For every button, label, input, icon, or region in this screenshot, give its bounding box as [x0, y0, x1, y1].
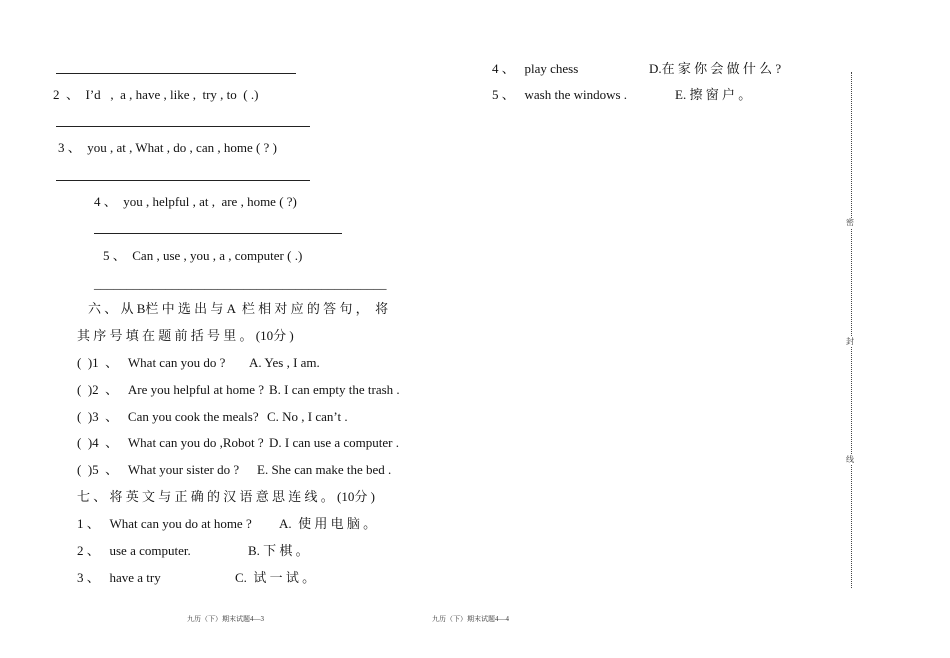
answer-line-2 — [56, 126, 310, 127]
question-5: 5 、 Can , use , you , a , computer ( .) — [103, 248, 303, 263]
question-4: 4 、 you , helpful , at , are , home ( ?) — [94, 194, 297, 209]
answer-line-5: _____________________________________________ — [94, 276, 387, 291]
section-6-question-5: ( )5 、 What your sister do ? — [77, 462, 240, 477]
section-6-title-line-2: 其 序 号 填 在 题 前 括 号 里 。 (10分 ) — [77, 328, 294, 343]
binding-label-mi: 密 — [846, 218, 854, 227]
page-footer-right: 九历（下）期末试题4—4 — [432, 615, 509, 623]
section-7-chinese-e: E. 擦 窗 户 。 — [675, 87, 752, 102]
section-6-answer-b: B. I can empty the trash . — [269, 382, 400, 397]
answer-line-4 — [94, 233, 342, 234]
section-7-english-1: 1 、 What can you do at home ? — [77, 516, 252, 531]
answer-line-3 — [56, 180, 310, 181]
section-7-english-2: 2 、 use a computer. — [77, 543, 191, 558]
section-7-english-5: 5 、 wash the windows . — [492, 87, 628, 102]
section-7-chinese-c: C. 试 一 试 。 — [235, 570, 316, 585]
binding-label-xian: 线 — [846, 455, 854, 464]
section-6-title-line-1: 六 、 从 B栏 中 选 出 与 A 栏 相 对 应 的 答 句 ， 将 — [88, 301, 389, 316]
section-7-title: 七 、 将 英 文 与 正 确 的 汉 语 意 思 连 线 。 (10分 ) — [77, 489, 375, 504]
section-6-question-2: ( )2 、 Are you helpful at home ? — [77, 382, 265, 397]
section-7-chinese-a: A. 使 用 电 脑 。 — [279, 516, 377, 531]
section-6-question-4: ( )4 、 What can you do ,Robot ? — [77, 435, 264, 450]
section-6-question-1: ( )1 、 What can you do ? — [77, 355, 226, 370]
section-7-english-4: 4 、 play chess — [492, 61, 579, 76]
section-6-answer-d: D. I can use a computer . — [269, 435, 399, 450]
binding-label-feng: 封 — [846, 337, 854, 346]
question-2: 2 、 I’d , a , have , like , try , to ( .) — [53, 87, 259, 102]
section-7-english-3: 3 、 have a try — [77, 570, 161, 585]
answer-line-1 — [56, 73, 296, 74]
question-3: 3 、 you , at , What , do , can , home ( ? ) — [58, 140, 277, 155]
page-footer-left: 九历（下）期末试题4—3 — [187, 615, 264, 623]
binding-dotted-line — [851, 72, 852, 588]
section-6-answer-e: E. She can make the bed . — [257, 462, 392, 477]
section-7-chinese-b: B. 下 棋 。 — [248, 543, 309, 558]
section-7-chinese-d: D.在 家 你 会 做 什 么 ? — [649, 61, 782, 76]
section-6-question-3: ( )3 、 Can you cook the meals? — [77, 409, 259, 424]
section-6-answer-c: C. No , I can’t . — [267, 409, 348, 424]
section-6-answer-a: A. Yes , I am. — [249, 355, 320, 370]
